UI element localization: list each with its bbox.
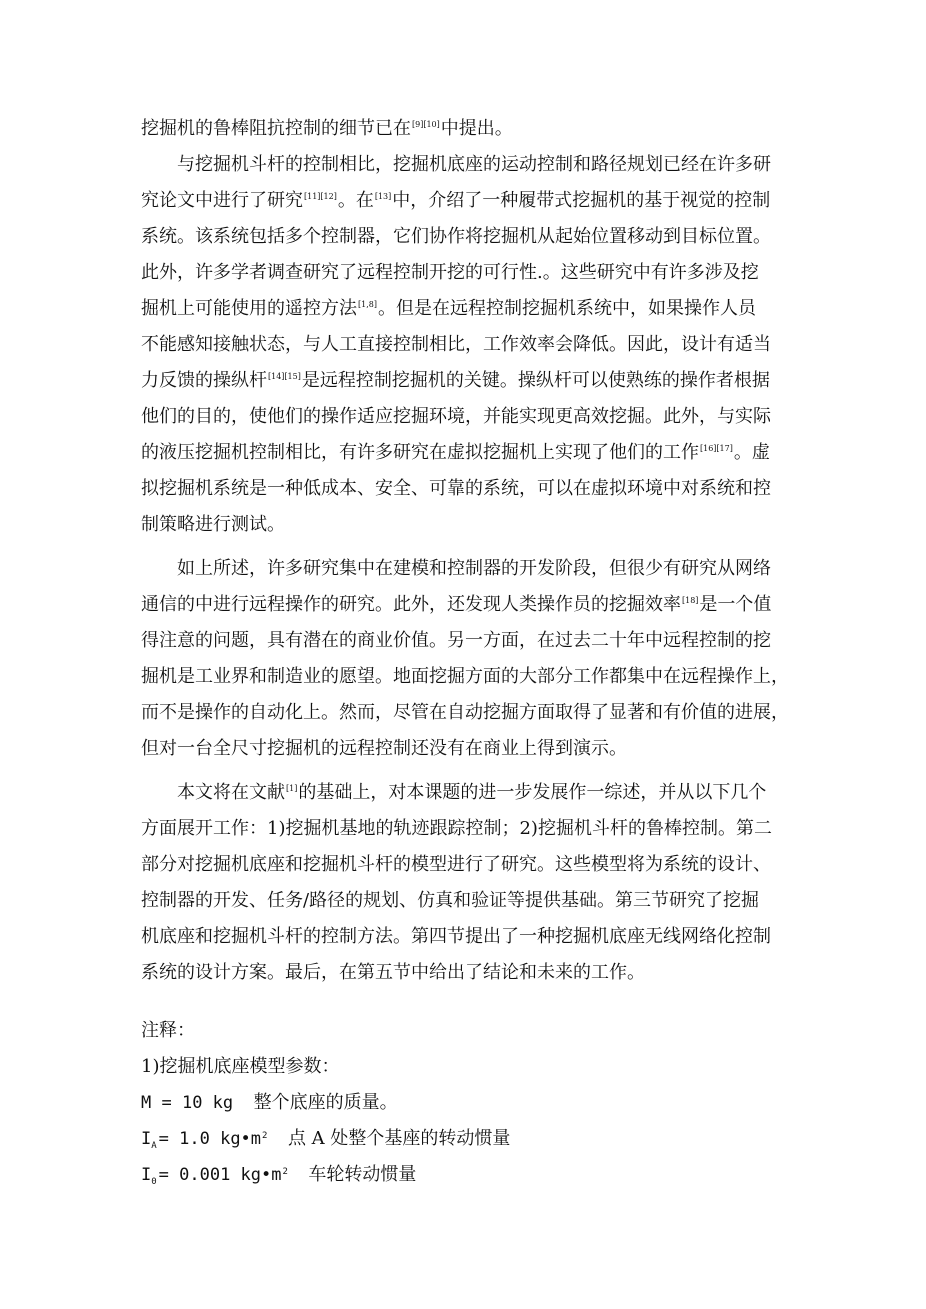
citation: [16][17] xyxy=(700,444,733,453)
param-symbol: M xyxy=(141,1093,152,1113)
text-line: 部分对挖掘机底座和挖掘机斗杆的模型进行了研究。这些模型将为系统的设计、 xyxy=(141,854,771,875)
param-line: $I_0 = 0.001$ $kg•m^2$ 车轮转动惯量 xyxy=(141,1164,417,1187)
param-exponent: 2 xyxy=(262,1131,268,1141)
notes-subheading: 1)挖掘机底座模型参数： xyxy=(141,1056,340,1077)
param-description: 整个底座的质量。 xyxy=(253,1092,398,1113)
text-line: 究论文中进行了研究[11][12]。在[13]中，介绍了一种履带式挖掘机的基于视觉的控制 xyxy=(141,190,771,211)
citation: [1,8] xyxy=(358,300,377,309)
text-line: 力反馈的操纵杆[14][15]是远程控制挖掘机的关键。操纵杆可以使熟练的操作者根据 xyxy=(141,370,770,391)
citation: [1] xyxy=(286,784,298,793)
text-line: 如上所述，许多研究集中在建模和控制器的开发阶段，但很少有研究从网络 xyxy=(177,558,771,579)
param-subscript: A xyxy=(151,1141,157,1151)
notes-heading: 注释： xyxy=(141,1020,195,1041)
param-line: M = 10 kg 整个底座的质量。 xyxy=(141,1092,398,1113)
citation: [18] xyxy=(682,596,699,605)
text-line: 系统的设计方案。最后，在第五节中给出了结论和未来的工作。 xyxy=(141,962,645,983)
param-line: $I_A = 1.0$ $kg•m^2$ 点 A 处整个基座的转动惯量 xyxy=(141,1128,511,1151)
text-line: 但对一台全尺寸挖掘机的远程控制还没有在商业上得到演示。 xyxy=(141,738,627,759)
text-line: 控制器的开发、任务/路径的规划、仿真和验证等提供基础。第三节研究了挖掘 xyxy=(141,890,760,911)
text-line: 的液压挖掘机控制相比，有许多研究在虚拟挖掘机上实现了他们的工作[16][17]。虚 xyxy=(141,442,770,463)
text-line: 方面展开工作：1)挖掘机基地的轨迹跟踪控制；2)挖掘机斗杆的鲁棒控制。第二 xyxy=(141,818,772,839)
citation: [13] xyxy=(374,192,392,201)
param-symbol: I xyxy=(141,1129,152,1149)
citation: [9][10] xyxy=(412,120,440,129)
text-line: 挖掘机的鲁棒阻抗控制的细节已在[9][10]中提出。 xyxy=(141,118,513,139)
text-line: 不能感知接触状态，与人工直接控制相比，工作效率会降低。因此，设计有适当 xyxy=(141,334,771,355)
citation: [11][12] xyxy=(304,192,337,201)
text-line: 此外，许多学者调查研究了远程控制开挖的可行性.。这些研究中有许多涉及挖 xyxy=(141,262,759,283)
param-symbol: I xyxy=(141,1165,152,1185)
text-line: 得注意的问题，具有潜在的商业价值。另一方面，在过去二十年中远程控制的挖 xyxy=(141,630,771,651)
text-line: 系统。该系统包括多个控制器，它们协作将挖掘机从起始位置移动到目标位置。 xyxy=(141,226,771,247)
text-line: 制策略进行测试。 xyxy=(141,514,285,535)
param-description: 车轮转动惯量 xyxy=(308,1164,417,1185)
citation: [14][15] xyxy=(268,372,301,381)
text-line: 通信的中进行远程操作的研究。此外，还发现人类操作员的挖掘效率[18]是一个值 xyxy=(141,594,772,615)
text-line: 本文将在文献[1]的基础上，对本课题的进一步发展作一综述，并从以下几个 xyxy=(177,782,767,803)
param-description: 点 A 处整个基座的转动惯量 xyxy=(287,1128,511,1149)
text-line: 掘机上可能使用的遥控方法[1,8]。但是在远程控制挖掘机系统中，如果操作人员 xyxy=(141,298,756,319)
param-exponent: 2 xyxy=(282,1167,288,1177)
text-line: 与挖掘机斗杆的控制相比，挖掘机底座的运动控制和路径规划已经在许多研 xyxy=(177,154,771,175)
param-subscript: 0 xyxy=(151,1177,157,1187)
text-line: 而不是操作的自动化上。然而，尽管在自动挖掘方面取得了显著和有价值的进展， xyxy=(141,702,789,723)
text-line: 掘机是工业界和制造业的愿望。地面挖掘方面的大部分工作都集中在远程操作上， xyxy=(141,666,789,687)
text-line: 他们的目的，使他们的操作适应挖掘环境，并能实现更高效挖掘。此外，与实际 xyxy=(141,406,771,427)
text-line: 拟挖掘机系统是一种低成本、安全、可靠的系统，可以在虚拟环境中对系统和控 xyxy=(141,478,771,499)
text-line: 机底座和挖掘机斗杆的控制方法。第四节提出了一种挖掘机底座无线网络化控制 xyxy=(141,926,771,947)
